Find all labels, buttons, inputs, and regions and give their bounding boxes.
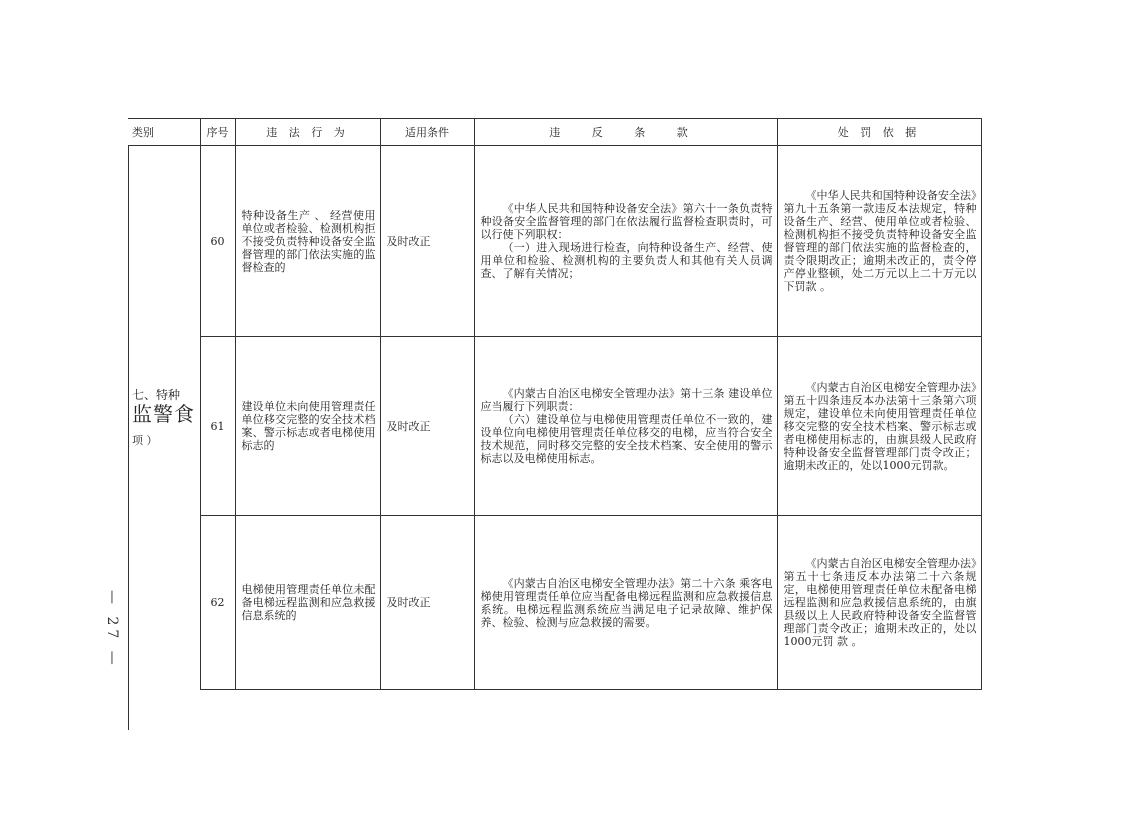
seq-cell: 60 — [200, 146, 235, 337]
category-line1: 七、特种 — [132, 387, 181, 402]
header-basis: 处 罚 依 据 — [777, 119, 981, 146]
seq-cell: 61 — [200, 337, 235, 516]
clause-cell — [474, 516, 777, 690]
table-row — [128, 337, 981, 516]
basis-cell — [777, 516, 981, 690]
header-condition: 适用条件 — [380, 119, 474, 146]
act-cell: 建设单位未向使用管理责任单位移交完整的安全技术档案、警示标志或者电梯使用标志的 — [235, 337, 380, 516]
header-row — [128, 119, 981, 146]
act-cell: 特种设备生产 、 经营使用单位或者检验、检测机构拒不接受负责特种设备安全监督管理的部门依法实施的监督检查的 — [235, 146, 380, 337]
clause-paragraph: 《内蒙古自治区电梯安全管理办法》第二十六条 乘客电梯使用管理责任单位应当配备电梯远程监测和应急救援信息系统。电梯远程监测系统应当满足电子记录故障、维护保养、检验、检测与应急救援的需要。 — [480, 576, 773, 629]
header-seq: 序号 — [200, 119, 235, 146]
clause-paragraph: （一）进入现场进行检查，向特种设备生产、经营、使用单位和检验、检测机构的主要负责人和其他有关人员调查、了解有关情况； — [480, 241, 773, 280]
header-category: 类别 — [128, 119, 200, 146]
basis-paragraph: 《内蒙古自治区电梯安全管理办法》第五十四条违反本办法第十三条第六项规定，建设单位未向使用管理责任单位移交完整的安全技术档案、警示标志或者电梯使用标志的，由旗县级人民政府特种设备安全监督管理部门责令改正；逾期未改正的，处以1000元罚款。 — [783, 380, 977, 472]
condition-cell: 及时改正 — [380, 516, 474, 690]
condition-cell: 及时改正 — [380, 146, 474, 337]
basis-paragraph: 《中华人民共和国特种设备安全法》第九十五条第一款违反本法规定，特种设备生产、经营、使用单位或者检验、检测机构拒不接受负责特种设备安全监督管理的部门依法实施的监督检查的，责令限期改正；逾期未改正的，责令停产停业整顿，处二万元以上二十万元以下罚款 。 — [783, 189, 977, 293]
clause-paragraph: 《中华人民共和国特种设备安全法》第六十一条负责特种设备安全监督管理的部门在依法履行监督检查职责时，可以行使下列职权： — [480, 202, 773, 241]
act-cell: 电梯使用管理责任单位未配备电梯远程监测和应急救援信息系统的 — [235, 516, 380, 690]
clause-paragraph: 《内蒙古自治区电梯安全管理办法》第十三条 建设单位应当履行下列职责： — [480, 387, 773, 413]
clause-cell — [474, 146, 777, 337]
clause-paragraph: （六）建设单位与电梯使用管理责任单位不一致的，建设单位向电梯使用管理责任单位移交的电梯，应当符合安全技术规范，同时移交完整的安全技术档案、安全使用的警示标志以及电梯使用标志。 — [480, 413, 773, 465]
seq-cell: 62 — [200, 516, 235, 690]
table-row — [128, 146, 981, 337]
basis-paragraph: 《内蒙古自治区电梯安全管理办法》第五十七条违反本办法第二十六条规定，电梯使用管理责任单位未配备电梯远程监测和应急救援信息系统的，由旗县级以上人民政府特种设备安全监督管理部门责令改正；逾期未改正的，处以1000元罚 款 。 — [783, 557, 977, 648]
basis-cell — [777, 146, 981, 337]
condition-cell: 及时改正 — [380, 337, 474, 516]
basis-cell — [777, 337, 981, 516]
category-line3: 项 ） — [132, 433, 158, 447]
category-line2: 监警食 — [132, 401, 195, 426]
header-act: 违 法 行 为 — [235, 119, 380, 146]
category-cell — [128, 146, 200, 690]
clause-cell — [474, 337, 777, 516]
penalty-table — [128, 118, 982, 690]
table-row — [128, 516, 981, 690]
page-number: — 27 — — [104, 590, 120, 669]
header-clause: 违 反 条 款 — [474, 119, 777, 146]
